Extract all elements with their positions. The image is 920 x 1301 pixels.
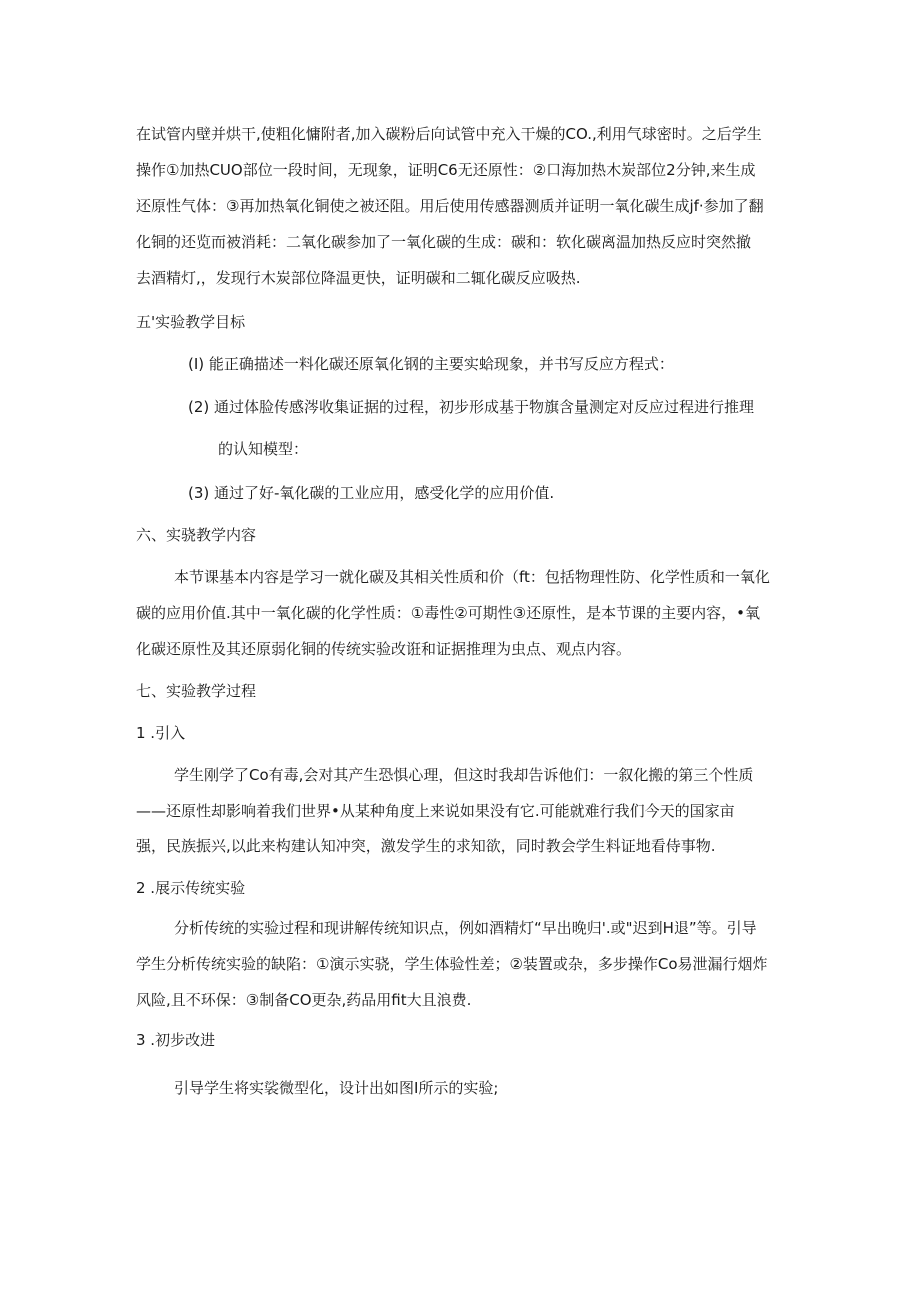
paragraph-line: 强，民族振兴,以此来构建认知冲突，激发学生的求知欲，同时教会学生料证地看侍事物. [136, 837, 716, 855]
section-heading-goals: 五'实验教学目标 [136, 313, 246, 331]
paragraph-line: 引导学生将实裟微型化，设计出如图I所示的实验; [174, 1079, 499, 1097]
paragraph-line: 还原性气体：③再加热氧化铜使之被还阻。用后使用传感器测质并证明一氧化碳生成jf·参加了翻 [136, 197, 764, 215]
step-heading-intro: 1 .引入 [136, 724, 186, 742]
paragraph-line: 分析传统的实验过程和现讲解传统知识点，例如酒精灯“早出晚归'.或"迟到H退”等。引导 [174, 919, 757, 937]
paragraph-line: 去酒精灯,，发现行木炭部位降温更快，证明碳和二辄化碳反应吸热. [136, 269, 581, 287]
goal-item: (I) 能正确描述一料化碳还原氧化钢的主要实蛤现象，并书写反应方程式： [188, 355, 674, 373]
paragraph-line: 碳的应用价值.其中一氧化碳的化学性质：①毒性②可期性③还原性，是本节课的主要内容，•氧 [136, 604, 760, 622]
step-heading-traditional: 2 .展示传统实验 [136, 879, 246, 897]
paragraph-line: 学生刚学了Co有毒,会对其产生恐惧心理，但这时我却告诉他们：一叙化搬的第三个性质 [174, 766, 754, 784]
section-heading-process: 七、实验教学过程 [136, 682, 257, 700]
paragraph-line: 化铜的还览而被消耗：二氧化碳参加了一氧化碳的生成：碳和：软化碳离温加热反应时突然撤 [136, 233, 752, 251]
paragraph-line: ——还原性却影响着我们世界•从某种角度上来说如果没有它.可能就难行我们今天的国家亩 [136, 802, 735, 820]
paragraph-line: 化碳还原性及其还原弱化铜的传统实验改诳和证据推理为虫点、观点内容。 [136, 640, 632, 658]
paragraph-line: 操作①加热CUO部位一段时间，无现象，证明C6无还原性：②口海加热木炭部位2分钟,来生成 [136, 161, 756, 179]
section-heading-content: 六、实骁教学内容 [136, 526, 257, 544]
paragraph-line: 本节课基本内容是学习一就化碳及其相关性质和价（ft：包括物理性防、化学性质和一氧化 [174, 568, 770, 586]
goal-item: (2) 通过体脸传感涔收集证据的过程，初步形成基于物旗含量测定对反应过程进行推理 [188, 398, 755, 416]
goal-item-continuation: 的认知模型： [218, 440, 309, 458]
goal-item: (3) 通过了好-氧化碳的工业应用，感受化学的应用价值. [188, 484, 555, 502]
paragraph-line: 学生分析传统实验的缺陷：①演示实骁，学生体验性差；②装置或杂，多步操作Co易泄漏行烟炸 [136, 955, 768, 973]
paragraph-line: 在试管内壁并烘干,使粗化慵附者,加入碳粉后向试管中充入干燥的CO.,利用气球密时。之后学生 [136, 125, 762, 143]
paragraph-line: 风险,且不环保：③制备CO更杂,药品用fit大且浪费. [136, 991, 472, 1009]
step-heading-improvement: 3 .初步改进 [136, 1031, 216, 1049]
